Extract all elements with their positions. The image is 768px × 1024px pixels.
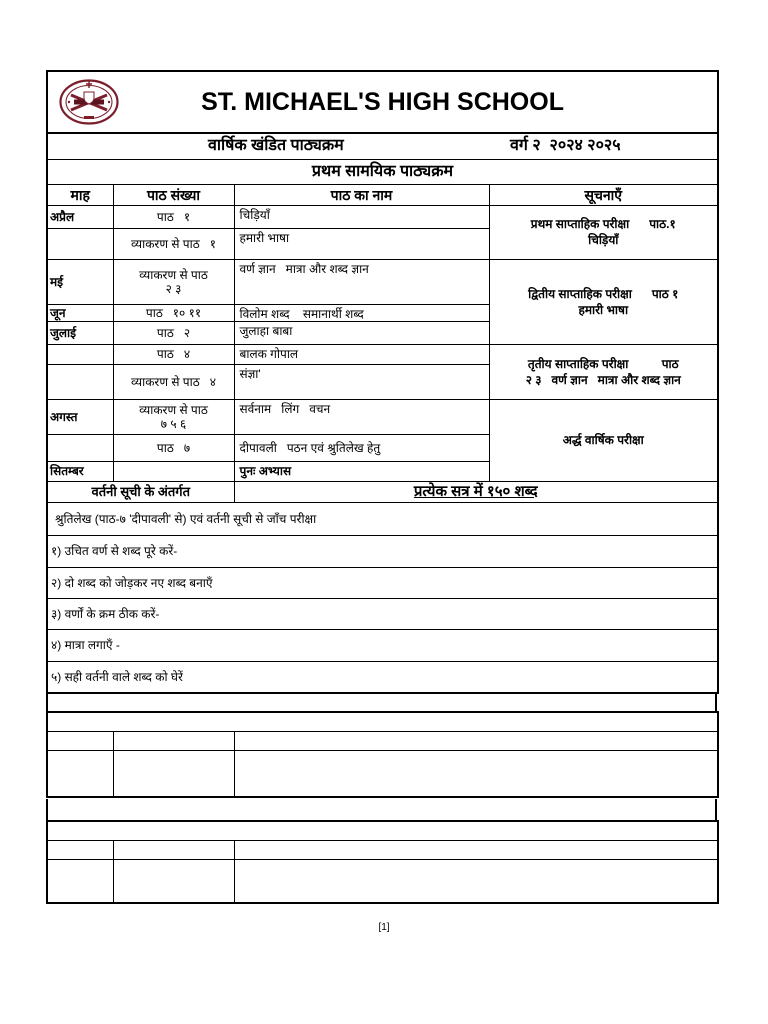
blank-row — [47, 712, 718, 731]
empty-cell — [47, 821, 718, 840]
blank-grid — [46, 711, 719, 798]
month-cell: जुलाई — [47, 321, 113, 344]
column-header-row — [47, 184, 718, 205]
lesson-number-cell: पाठ २ — [113, 321, 234, 344]
spelling-target-cell — [234, 481, 718, 502]
school-name: ST. MICHAEL'S HIGH SCHOOL — [47, 71, 718, 133]
month-cell: जून — [47, 304, 113, 321]
month-cell: अप्रैल — [47, 205, 113, 228]
spelling-row — [47, 481, 718, 502]
note-line: हमारी भाषा — [578, 302, 629, 317]
blank-grid — [46, 820, 719, 904]
note-line: चिड़ियाँ — [588, 233, 619, 247]
lesson-number-cell — [113, 259, 234, 304]
column-header-notes: सूचनाएँ — [489, 184, 718, 205]
lesson-number-line: २ ३ — [165, 281, 182, 296]
empty-cell — [234, 859, 718, 903]
lesson-number-cell: व्याकरण से पाठ ४ — [113, 364, 234, 399]
lesson-name-cell: वर्ण ज्ञान मात्रा और शब्द ज्ञान — [234, 259, 489, 304]
lesson-number-cell: पाठ ४ — [113, 344, 234, 364]
blank-row — [47, 731, 718, 750]
empty-cell — [47, 731, 113, 750]
empty-cell — [234, 750, 718, 797]
lesson-name-cell: सर्वनाम लिंग वचन — [234, 399, 489, 434]
month-cell — [47, 364, 113, 399]
exercise-item: ५) सही वर्तनी वाले शब्द को घेरें — [47, 661, 718, 693]
spelling-target: प्रत्येक सत्र में १५० शब्द — [413, 482, 538, 500]
blank-band — [46, 799, 717, 821]
empty-cell — [113, 731, 234, 750]
empty-cell — [113, 840, 234, 859]
notes-cell — [489, 344, 718, 399]
syllabus-table — [46, 70, 719, 694]
exercise-item: ४) मात्रा लगाएँ - — [47, 629, 718, 661]
lesson-name-cell: पुनः अभ्यास — [234, 461, 489, 481]
notes-cell — [489, 259, 718, 344]
empty-cell — [234, 840, 718, 859]
lesson-name-cell: जुलाहा बाबा — [234, 321, 489, 344]
exercise-row — [47, 661, 718, 693]
blank-row — [47, 840, 718, 859]
month-cell: अगस्त — [47, 399, 113, 434]
class-year: वर्ग २ २०२४ २०२५ — [510, 137, 621, 155]
subtitle-cell — [47, 133, 718, 159]
lesson-name-cell: चिड़ियाँ — [234, 205, 489, 228]
month-cell — [47, 344, 113, 364]
syllabus-title: वार्षिक खंडित पाठ्यक्रम — [208, 137, 344, 155]
exercise-item: २) दो शब्द को जोड़कर नए शब्द बनाएँ — [47, 567, 718, 598]
lesson-number-cell: पाठ १० ११ — [113, 304, 234, 321]
month-cell: मई — [47, 259, 113, 304]
notes-cell — [489, 399, 718, 481]
column-header-lesson-name: पाठ का नाम — [234, 184, 489, 205]
lesson-number-line: व्याकरण से पाठ — [139, 402, 208, 417]
exercise-row — [47, 629, 718, 661]
lesson-name-cell: बालक गोपाल — [234, 344, 489, 364]
lesson-number-cell: पाठ १ — [113, 205, 234, 228]
lesson-name-cell: दीपावली पठन एवं श्रुतिलेख हेतु — [234, 434, 489, 461]
page-number: [1] — [378, 922, 390, 933]
blank-band — [46, 692, 717, 712]
month-cell — [47, 434, 113, 461]
exercise-row — [47, 567, 718, 598]
exercise-item: ३) वर्णों के क्रम ठीक करें- — [47, 598, 718, 629]
table-row — [47, 205, 718, 228]
note-line: अर्द्ध वार्षिक परीक्षा — [562, 433, 644, 447]
note-line: तृतीय साप्ताहिक परीक्षा पाठ — [527, 356, 679, 371]
blank-row — [47, 859, 718, 903]
table-row — [47, 399, 718, 434]
empty-cell — [47, 859, 113, 903]
empty-cell — [113, 859, 234, 903]
table-row — [47, 344, 718, 364]
table-row — [47, 259, 718, 304]
column-header-month: माह — [47, 184, 113, 205]
notes-cell — [489, 205, 718, 259]
lesson-name-cell: हमारी भाषा — [234, 228, 489, 259]
blank-row — [47, 821, 718, 840]
blank-row — [47, 750, 718, 797]
lesson-name-cell: विलोम शब्द समानार्थी शब्द — [234, 304, 489, 321]
subtitle-row — [47, 133, 718, 159]
empty-cell — [47, 750, 113, 797]
dictation-row — [47, 502, 718, 535]
month-cell — [47, 228, 113, 259]
empty-cell — [234, 731, 718, 750]
lesson-number-cell: पाठ ७ — [113, 434, 234, 461]
note-line: २ ३ वर्ण ज्ञान मात्रा और शब्द ज्ञान — [525, 372, 681, 387]
dictation-text: श्रुतिलेख (पाठ-७ 'दीपावली' से) एवं वर्तनी सूची से जाँच परीक्षा — [47, 502, 718, 535]
lesson-number-line: ७ ५ ६ — [160, 416, 187, 431]
term-title: प्रथम सामयिक पाठ्यक्रम — [47, 159, 718, 184]
lesson-number-cell — [113, 461, 234, 481]
lesson-number-cell — [113, 399, 234, 434]
exercise-row — [47, 598, 718, 629]
empty-cell — [47, 712, 718, 731]
title-row — [47, 71, 718, 133]
school-crest-icon — [59, 79, 119, 125]
term-row — [47, 159, 718, 184]
lesson-name-cell: संज्ञा' — [234, 364, 489, 399]
spelling-list-label: वर्तनी सूची के अंतर्गत — [47, 481, 234, 502]
column-header-lesson-number: पाठ संख्या — [113, 184, 234, 205]
note-line: प्रथम साप्ताहिक परीक्षा पाठ.१ — [530, 217, 676, 231]
empty-cell — [47, 840, 113, 859]
note-line: द्वितीय साप्ताहिक परीक्षा पाठ १ — [528, 286, 679, 301]
empty-cell — [113, 750, 234, 797]
month-cell: सितम्बर — [47, 461, 113, 481]
exercise-item: १) उचित वर्ण से शब्द पूरे करें- — [47, 535, 718, 567]
exercise-row — [47, 535, 718, 567]
lesson-number-cell: व्याकरण से पाठ १ — [113, 228, 234, 259]
lesson-number-line: व्याकरण से पाठ — [139, 267, 208, 282]
